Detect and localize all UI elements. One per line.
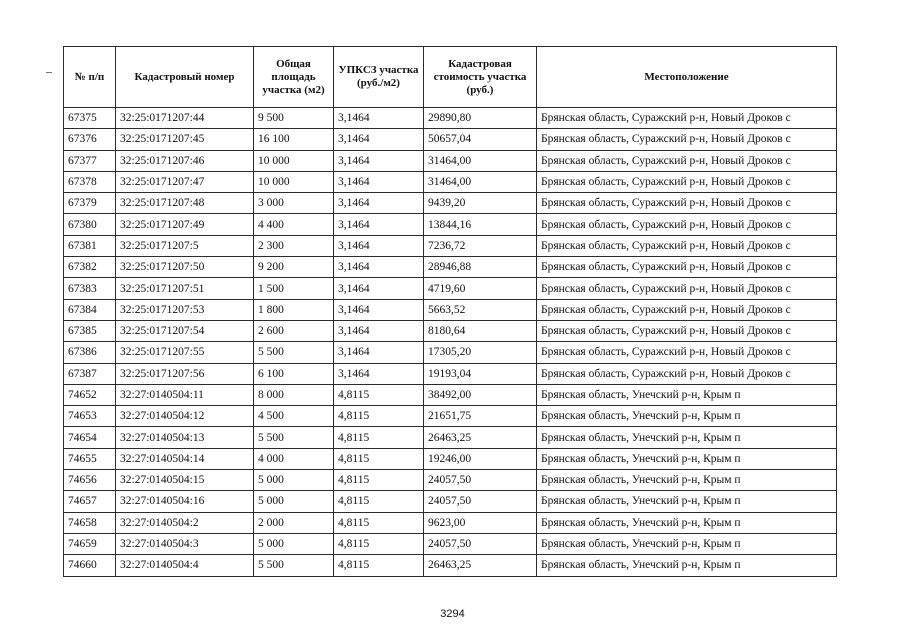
cell-area: 2 300 <box>254 235 334 256</box>
cell-location: Брянская область, Унечский р-н, Крым п <box>537 384 837 405</box>
cell-cadastral-number: 32:25:0171207:55 <box>116 342 254 363</box>
table-row <box>64 150 837 171</box>
cell-cadastral-value: 8180,64 <box>424 320 537 341</box>
margin-mark <box>46 72 52 73</box>
table-row <box>64 555 837 576</box>
table-row <box>64 235 837 256</box>
cell-upksz: 3,1464 <box>334 214 424 235</box>
cell-upksz: 4,8115 <box>334 555 424 576</box>
cell-row-num: 74654 <box>64 427 116 448</box>
cell-upksz: 3,1464 <box>334 150 424 171</box>
cell-upksz: 3,1464 <box>334 257 424 278</box>
cell-row-num: 67381 <box>64 235 116 256</box>
table-row <box>64 299 837 320</box>
cell-location: Брянская область, Унечский р-н, Крым п <box>537 406 837 427</box>
cell-cadastral-number: 32:25:0171207:44 <box>116 108 254 129</box>
cell-location: Брянская область, Унечский р-н, Крым п <box>537 512 837 533</box>
cell-area: 4 000 <box>254 448 334 469</box>
table-row <box>64 193 837 214</box>
cell-cadastral-number: 32:25:0171207:45 <box>116 129 254 150</box>
cell-upksz: 3,1464 <box>334 363 424 384</box>
cell-cadastral-value: 19246,00 <box>424 448 537 469</box>
cell-area: 5 000 <box>254 491 334 512</box>
cell-upksz: 4,8115 <box>334 384 424 405</box>
cell-cadastral-number: 32:25:0171207:46 <box>116 150 254 171</box>
table-row <box>64 427 837 448</box>
cell-row-num: 74655 <box>64 448 116 469</box>
header-location: Местоположение <box>537 47 837 108</box>
table-row <box>64 278 837 299</box>
cell-location: Брянская область, Унечский р-н, Крым п <box>537 533 837 554</box>
cell-cadastral-value: 5663,52 <box>424 299 537 320</box>
cell-area: 16 100 <box>254 129 334 150</box>
cell-upksz: 4,8115 <box>334 512 424 533</box>
cell-row-num: 74656 <box>64 470 116 491</box>
table-row <box>64 129 837 150</box>
header-area: Общая площадь участка (м2) <box>254 47 334 108</box>
cell-cadastral-value: 31464,00 <box>424 150 537 171</box>
cell-row-num: 67385 <box>64 320 116 341</box>
cell-cadastral-number: 32:25:0171207:50 <box>116 257 254 278</box>
cell-upksz: 4,8115 <box>334 448 424 469</box>
cell-location: Брянская область, Суражский р-н, Новый Дроков с <box>537 150 837 171</box>
cell-location: Брянская область, Унечский р-н, Крым п <box>537 491 837 512</box>
cell-row-num: 74660 <box>64 555 116 576</box>
cell-cadastral-value: 19193,04 <box>424 363 537 384</box>
cell-location: Брянская область, Суражский р-н, Новый Дроков с <box>537 320 837 341</box>
cell-upksz: 4,8115 <box>334 470 424 491</box>
cell-cadastral-value: 24057,50 <box>424 533 537 554</box>
cell-cadastral-value: 4719,60 <box>424 278 537 299</box>
cell-row-num: 67378 <box>64 171 116 192</box>
cell-area: 1 500 <box>254 278 334 299</box>
table-row <box>64 470 837 491</box>
cell-cadastral-number: 32:25:0171207:48 <box>116 193 254 214</box>
cell-area: 5 000 <box>254 470 334 491</box>
cell-location: Брянская область, Унечский р-н, Крым п <box>537 448 837 469</box>
table-row <box>64 108 837 129</box>
page-number: 3294 <box>440 608 465 620</box>
cell-cadastral-number: 32:27:0140504:3 <box>116 533 254 554</box>
cell-area: 10 000 <box>254 171 334 192</box>
table-body <box>64 108 837 577</box>
cell-row-num: 67384 <box>64 299 116 320</box>
cell-row-num: 67387 <box>64 363 116 384</box>
cell-area: 6 100 <box>254 363 334 384</box>
cell-upksz: 3,1464 <box>334 320 424 341</box>
cell-area: 9 200 <box>254 257 334 278</box>
cadastral-value-table <box>63 46 837 577</box>
cell-location: Брянская область, Унечский р-н, Крым п <box>537 470 837 491</box>
header-cadastral-value: Кадастровая стоимость участка (руб.) <box>424 47 537 108</box>
cell-cadastral-number: 32:27:0140504:16 <box>116 491 254 512</box>
cell-cadastral-value: 28946,88 <box>424 257 537 278</box>
cell-row-num: 74657 <box>64 491 116 512</box>
table-row <box>64 384 837 405</box>
cell-row-num: 74658 <box>64 512 116 533</box>
cell-location: Брянская область, Суражский р-н, Новый Дроков с <box>537 278 837 299</box>
cell-cadastral-number: 32:25:0171207:5 <box>116 235 254 256</box>
cell-row-num: 74652 <box>64 384 116 405</box>
cell-area: 1 800 <box>254 299 334 320</box>
cell-cadastral-number: 32:27:0140504:12 <box>116 406 254 427</box>
cell-area: 2 000 <box>254 512 334 533</box>
cell-row-num: 67386 <box>64 342 116 363</box>
cell-location: Брянская область, Унечский р-н, Крым п <box>537 427 837 448</box>
cell-upksz: 4,8115 <box>334 406 424 427</box>
cell-upksz: 3,1464 <box>334 299 424 320</box>
cell-cadastral-number: 32:25:0171207:53 <box>116 299 254 320</box>
cell-location: Брянская область, Суражский р-н, Новый Дроков с <box>537 214 837 235</box>
cell-row-num: 67375 <box>64 108 116 129</box>
table-row <box>64 363 837 384</box>
cell-area: 3 000 <box>254 193 334 214</box>
cell-cadastral-value: 9623,00 <box>424 512 537 533</box>
table-row <box>64 214 837 235</box>
table-row <box>64 320 837 341</box>
table-row <box>64 448 837 469</box>
cell-location: Брянская область, Суражский р-н, Новый Дроков с <box>537 108 837 129</box>
cell-cadastral-value: 9439,20 <box>424 193 537 214</box>
cell-upksz: 3,1464 <box>334 129 424 150</box>
cell-cadastral-value: 26463,25 <box>424 427 537 448</box>
cell-row-num: 67382 <box>64 257 116 278</box>
cell-area: 5 500 <box>254 427 334 448</box>
cell-location: Брянская область, Суражский р-н, Новый Дроков с <box>537 342 837 363</box>
cell-cadastral-value: 17305,20 <box>424 342 537 363</box>
table-header-row <box>64 47 837 108</box>
cell-area: 5 500 <box>254 555 334 576</box>
table-row <box>64 171 837 192</box>
header-num: № п/п <box>64 47 116 108</box>
table-row <box>64 491 837 512</box>
cell-area: 10 000 <box>254 150 334 171</box>
cell-cadastral-value: 21651,75 <box>424 406 537 427</box>
cell-area: 4 500 <box>254 406 334 427</box>
cell-cadastral-number: 32:25:0171207:51 <box>116 278 254 299</box>
table-row <box>64 533 837 554</box>
cell-location: Брянская область, Унечский р-н, Крым п <box>537 555 837 576</box>
cell-location: Брянская область, Суражский р-н, Новый Дроков с <box>537 299 837 320</box>
cell-row-num: 74659 <box>64 533 116 554</box>
header-cadastral-number: Кадастровый номер <box>116 47 254 108</box>
cell-cadastral-value: 24057,50 <box>424 491 537 512</box>
cell-area: 5 000 <box>254 533 334 554</box>
cell-cadastral-number: 32:25:0171207:56 <box>116 363 254 384</box>
cell-cadastral-value: 29890,80 <box>424 108 537 129</box>
cell-cadastral-number: 32:27:0140504:13 <box>116 427 254 448</box>
cell-cadastral-number: 32:27:0140504:15 <box>116 470 254 491</box>
cell-row-num: 67379 <box>64 193 116 214</box>
cell-cadastral-value: 7236,72 <box>424 235 537 256</box>
cell-cadastral-number: 32:27:0140504:2 <box>116 512 254 533</box>
cell-upksz: 3,1464 <box>334 342 424 363</box>
cell-row-num: 74653 <box>64 406 116 427</box>
cell-area: 8 000 <box>254 384 334 405</box>
cell-cadastral-value: 38492,00 <box>424 384 537 405</box>
cell-cadastral-value: 50657,04 <box>424 129 537 150</box>
table-row <box>64 512 837 533</box>
cell-location: Брянская область, Суражский р-н, Новый Дроков с <box>537 257 837 278</box>
cell-row-num: 67383 <box>64 278 116 299</box>
cell-cadastral-value: 31464,00 <box>424 171 537 192</box>
header-upksz: УПКСЗ участка (руб./м2) <box>334 47 424 108</box>
cell-upksz: 4,8115 <box>334 491 424 512</box>
cell-upksz: 3,1464 <box>334 108 424 129</box>
cell-location: Брянская область, Суражский р-н, Новый Дроков с <box>537 129 837 150</box>
cell-upksz: 3,1464 <box>334 193 424 214</box>
cell-area: 2 600 <box>254 320 334 341</box>
cell-cadastral-number: 32:27:0140504:4 <box>116 555 254 576</box>
cell-cadastral-number: 32:27:0140504:11 <box>116 384 254 405</box>
cell-row-num: 67380 <box>64 214 116 235</box>
cell-location: Брянская область, Суражский р-н, Новый Дроков с <box>537 193 837 214</box>
cell-cadastral-number: 32:27:0140504:14 <box>116 448 254 469</box>
cell-location: Брянская область, Суражский р-н, Новый Дроков с <box>537 235 837 256</box>
cell-location: Брянская область, Суражский р-н, Новый Дроков с <box>537 363 837 384</box>
cell-upksz: 3,1464 <box>334 171 424 192</box>
cell-area: 5 500 <box>254 342 334 363</box>
cell-row-num: 67376 <box>64 129 116 150</box>
cell-cadastral-value: 24057,50 <box>424 470 537 491</box>
cell-area: 4 400 <box>254 214 334 235</box>
cell-location: Брянская область, Суражский р-н, Новый Дроков с <box>537 171 837 192</box>
cell-upksz: 3,1464 <box>334 235 424 256</box>
cell-cadastral-number: 32:25:0171207:54 <box>116 320 254 341</box>
table-row <box>64 406 837 427</box>
cell-cadastral-value: 26463,25 <box>424 555 537 576</box>
cell-row-num: 67377 <box>64 150 116 171</box>
cell-area: 9 500 <box>254 108 334 129</box>
cell-upksz: 3,1464 <box>334 278 424 299</box>
cell-upksz: 4,8115 <box>334 533 424 554</box>
table-row <box>64 342 837 363</box>
cell-upksz: 4,8115 <box>334 427 424 448</box>
cell-cadastral-value: 13844,16 <box>424 214 537 235</box>
table-row <box>64 257 837 278</box>
cell-cadastral-number: 32:25:0171207:47 <box>116 171 254 192</box>
cell-cadastral-number: 32:25:0171207:49 <box>116 214 254 235</box>
